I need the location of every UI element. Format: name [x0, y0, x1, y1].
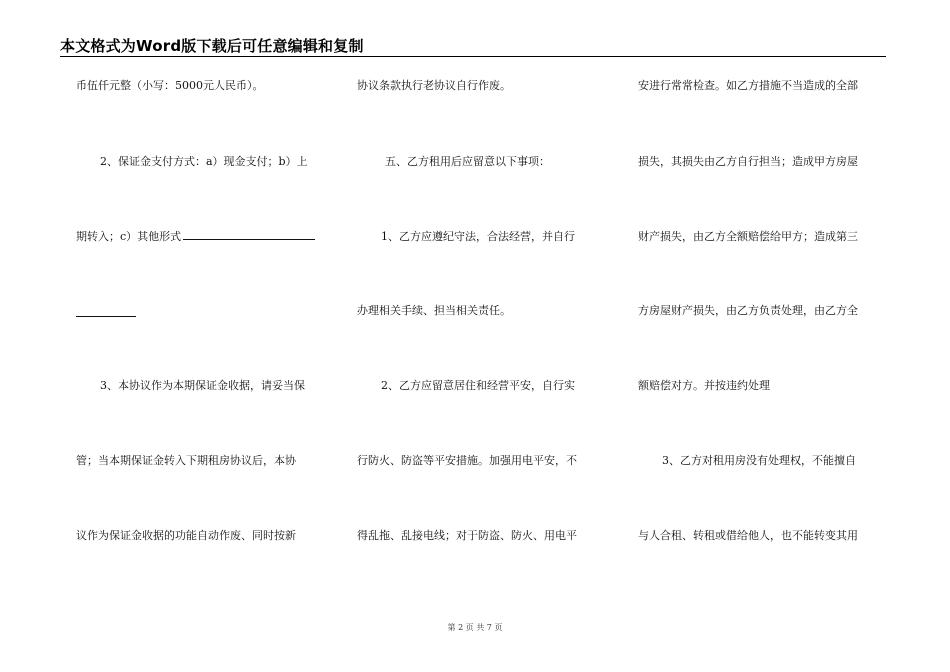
fill-in-blank-continued — [76, 316, 136, 317]
text-line: 2、保证金支付方式：a）现金支付；b）上 — [100, 155, 308, 168]
page-number: 第 2 页 共 7 页 — [447, 623, 503, 632]
text-line-with-blank — [76, 230, 315, 244]
section-heading: 五、乙方租用后应留意以下事项： — [385, 155, 550, 168]
text-line: 方房屋财产损失，由乙方负责处理，由乙方全 — [638, 304, 858, 317]
text-line: 行防火、防盗等平安措施。加强用电平安，不 — [357, 454, 577, 467]
header-divider — [60, 56, 886, 57]
text-line: 安进行常常检查。如乙方措施不当造成的全部 — [638, 79, 858, 92]
text-line: 议作为保证金收据的功能自动作废、同时按新 — [76, 529, 296, 542]
text-line-label: 期转入；c）其他形式 — [76, 230, 182, 243]
fill-in-blank — [183, 239, 315, 240]
text-line: 与人合租、转租或借给他人，也不能转变其用 — [638, 529, 858, 542]
text-line: 协议条款执行老协议自行作废。 — [357, 79, 511, 92]
text-line: 管；当本期保证金转入下期租房协议后，本协 — [76, 454, 296, 467]
text-line: 1、乙方应遵纪守法，合法经营，并自行 — [381, 230, 575, 243]
text-line: 额赔偿对方。并按违约处理 — [638, 379, 770, 392]
text-line: 损失，其损失由乙方自行担当；造成甲方房屋 — [638, 155, 858, 168]
text-line: 办理相关手续、担当相关责任。 — [357, 304, 511, 317]
text-line: 得乱拖、乱接电线；对于防盗、防火、用电平 — [357, 529, 577, 542]
text-line: 2、乙方应留意居住和经营平安，自行实 — [381, 379, 575, 392]
text-line: 财产损失，由乙方全额赔偿给甲方；造成第三 — [638, 230, 858, 243]
text-line: 币伍仟元整（小写：5000元人民币）。 — [76, 79, 264, 92]
text-line: 3、本协议作为本期保证金收据，请妥当保 — [100, 379, 305, 392]
text-line: 3、乙方对租用房没有处理权，不能擅自 — [662, 454, 856, 467]
document-header-title: 本文格式为Word版下载后可任意编辑和复制 — [60, 37, 364, 55]
